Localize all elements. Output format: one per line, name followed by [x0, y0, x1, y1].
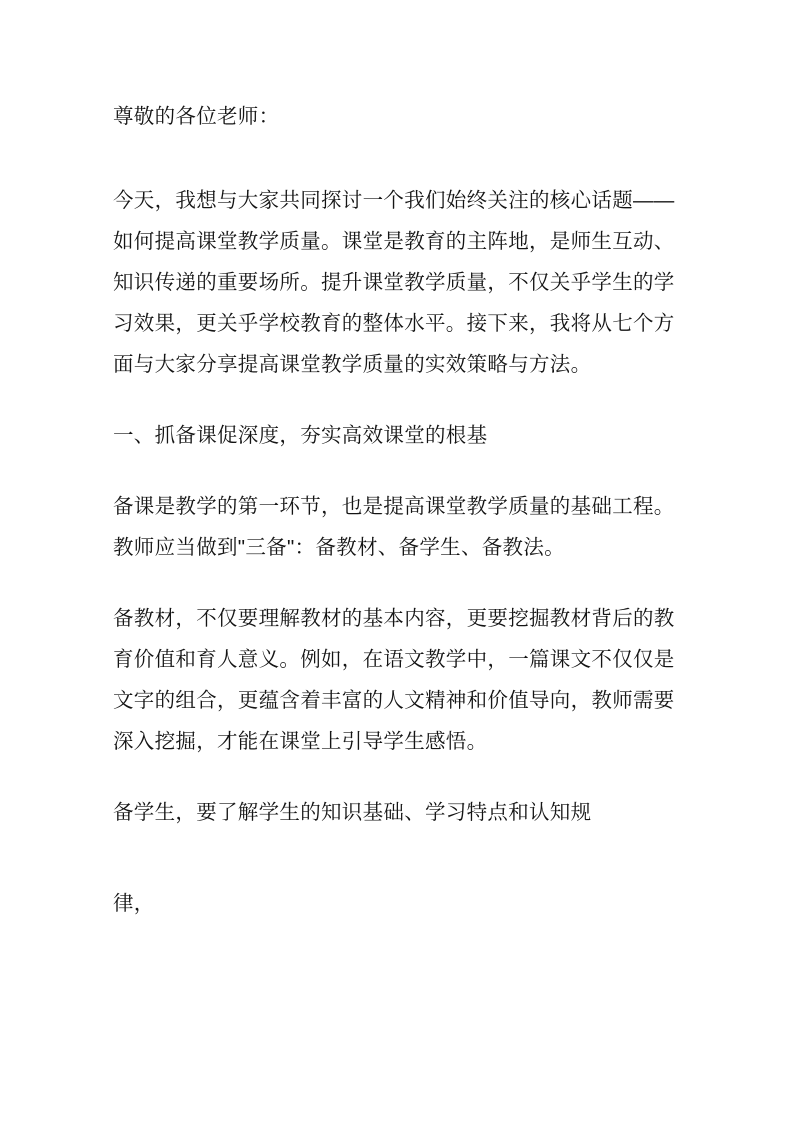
paragraph-section-one-p2: 备教材，不仅要理解教材的基本内容，更要挖掘教材背后的教育价值和育人意义。例如，在语文教学中，一篇课文不仅仅是文字的组合，更蕴含着丰富的人文精神和价值导向，教师需要深入挖掘，才能在课堂上引导学生感悟。 [113, 607, 675, 753]
paragraph-section-one-p4: 律， [113, 892, 155, 915]
paragraph-section-one-p1: 备课是教学的第一环节，也是提高课堂教学质量的基础工程。教师应当做到"三备"：备教材、备学生、备教法。 [113, 495, 675, 559]
page-bottom-spacer [113, 863, 683, 883]
paragraph-section-one-heading: 一、抓备课促深度，夯实高效课堂的根基 [113, 424, 488, 447]
paragraph-intro: 今天，我想与大家共同探讨一个我们始终关注的核心话题――如何提高课堂教学质量。课堂是教育的主阵地，是师生互动、知识传递的重要场所。提升课堂教学质量，不仅关乎学生的学习效果，更关乎学校教育的整体水平。接下来，我将从七个方面与大家分享提高课堂教学质量的实效策略与方法。 [113, 189, 675, 376]
paragraph-salutation: 尊敬的各位老师： [113, 105, 280, 128]
document-body [113, 96, 683, 924]
paragraph-section-one-p3: 备学生，要了解学生的知识基础、学习特点和认知规 [113, 801, 592, 824]
